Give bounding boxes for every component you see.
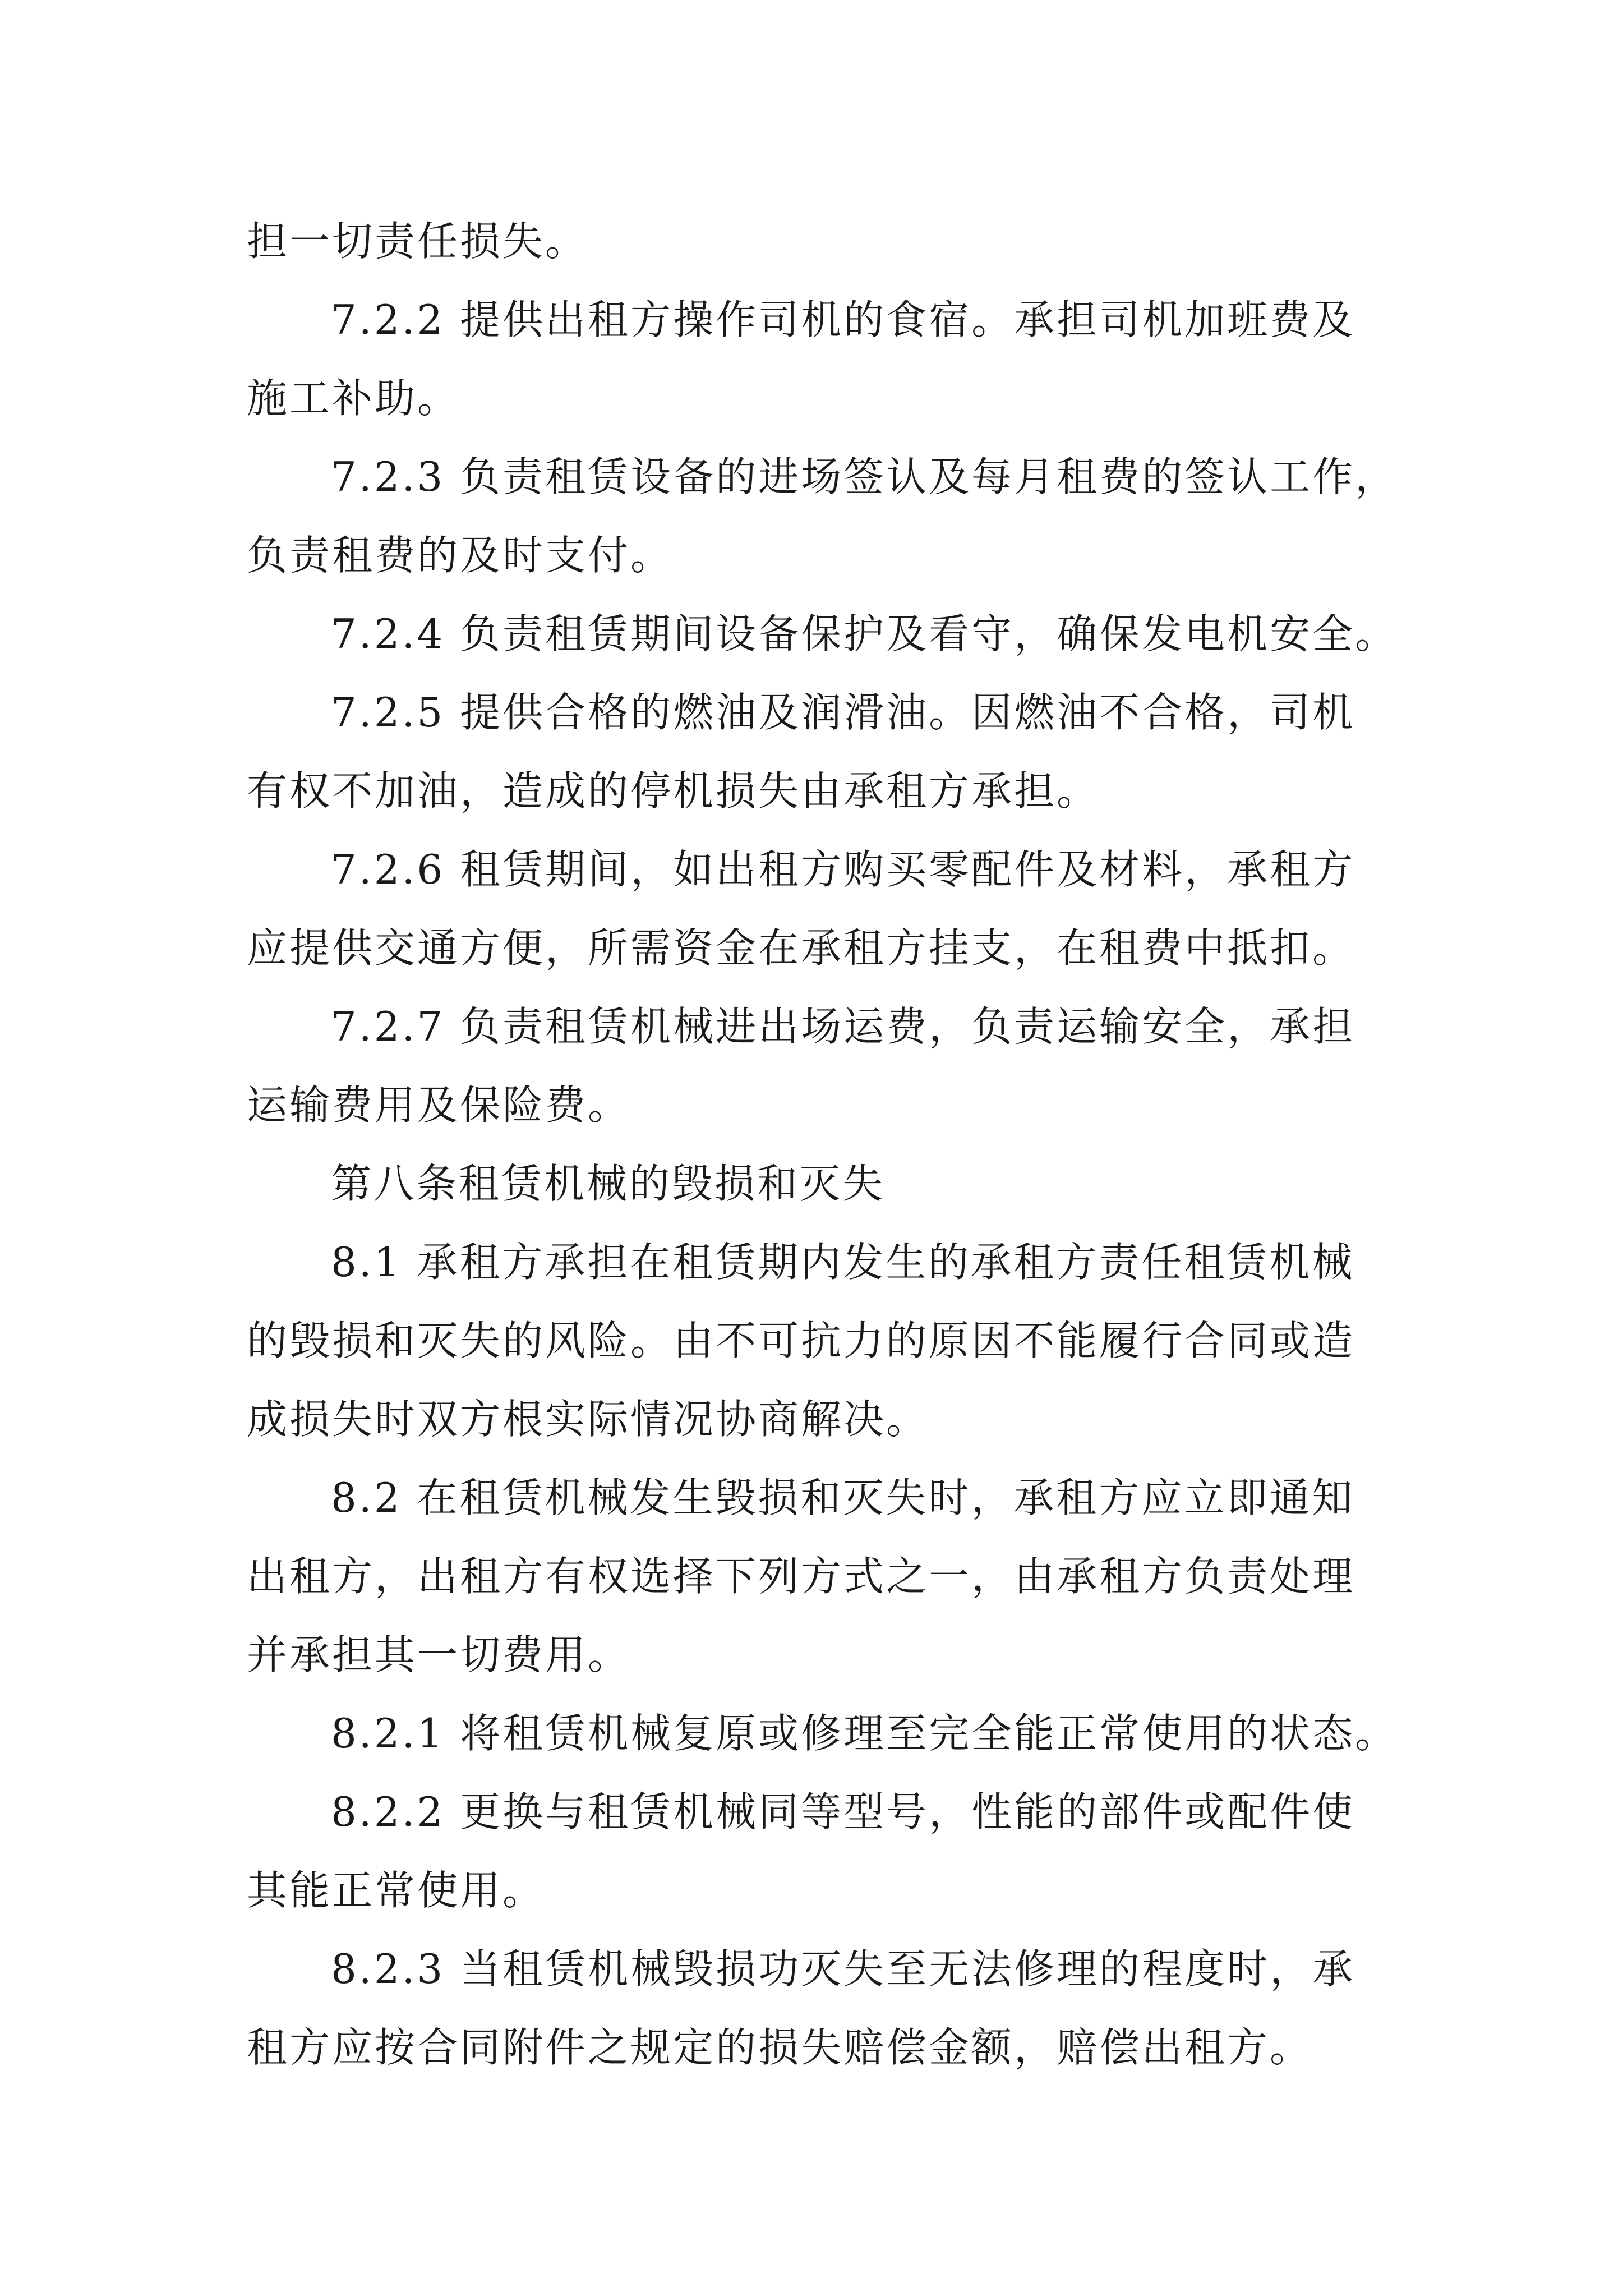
clause-7-2-6: 7.2.6 租赁期间，如出租方购买零配件及材料，承租方	[331, 846, 1355, 893]
clause-7-2-2: 7.2.2 提供出租方操作司机的食宿。承担司机加班费及	[331, 296, 1355, 343]
text-line: 施工补助。	[247, 375, 460, 422]
clause-8-1: 8.1 承租方承担在租赁期内发生的承租方责任租赁机械	[331, 1239, 1355, 1286]
text-line: 负责租费的及时支付。	[247, 532, 674, 579]
clause-7-2-3: 7.2.3 负责租赁设备的进场签认及每月租费的签认工作，	[331, 453, 1398, 500]
clause-7-2-4: 7.2.4 负责租赁期间设备保护及看守，确保发电机安全。	[331, 610, 1398, 657]
text-line: 运输费用及保险费。	[247, 1082, 631, 1129]
text-line: 有权不加油，造成的停机损失由承租方承担。	[247, 767, 1100, 815]
clause-8-2-3: 8.2.3 当租赁机械毁损功灭失至无法修理的程度时，承	[331, 1945, 1355, 1993]
text-line: 出租方，出租方有权选择下列方式之一，由承租方负责处理	[247, 1553, 1355, 1600]
clause-8-2: 8.2 在租赁机械发生毁损和灭失时，承租方应立即通知	[331, 1474, 1355, 1521]
article-8-heading: 第八条租赁机械的毁损和灭失	[331, 1160, 886, 1207]
clause-7-2-5: 7.2.5 提供合格的燃油及润滑油。因燃油不合格，司机	[331, 689, 1355, 736]
text-line: 担一切责任损失。	[247, 218, 588, 265]
text-line: 其能正常使用。	[247, 1867, 546, 1914]
clause-8-2-2: 8.2.2 更换与租赁机械同等型号，性能的部件或配件使	[331, 1788, 1355, 1835]
clause-7-2-7: 7.2.7 负责租赁机械进出场运费，负责运输安全，承担	[331, 1003, 1355, 1050]
text-line: 租方应按合同附件之规定的损失赔偿金额，赔偿出租方。	[247, 2024, 1313, 2071]
text-line: 的毁损和灭失的风险。由不可抗力的原因不能履行合同或造	[247, 1317, 1355, 1364]
document-body	[247, 202, 1398, 2087]
clause-8-2-1: 8.2.1 将租赁机械复原或修理至完全能正常使用的状态。	[331, 1710, 1398, 1757]
text-line: 应提供交通方便，所需资金在承租方挂支，在租费中抵扣。	[247, 924, 1355, 972]
text-line: 并承担其一切费用。	[247, 1631, 631, 1678]
text-line: 成损失时双方根实际情况协商解决。	[247, 1396, 929, 1443]
